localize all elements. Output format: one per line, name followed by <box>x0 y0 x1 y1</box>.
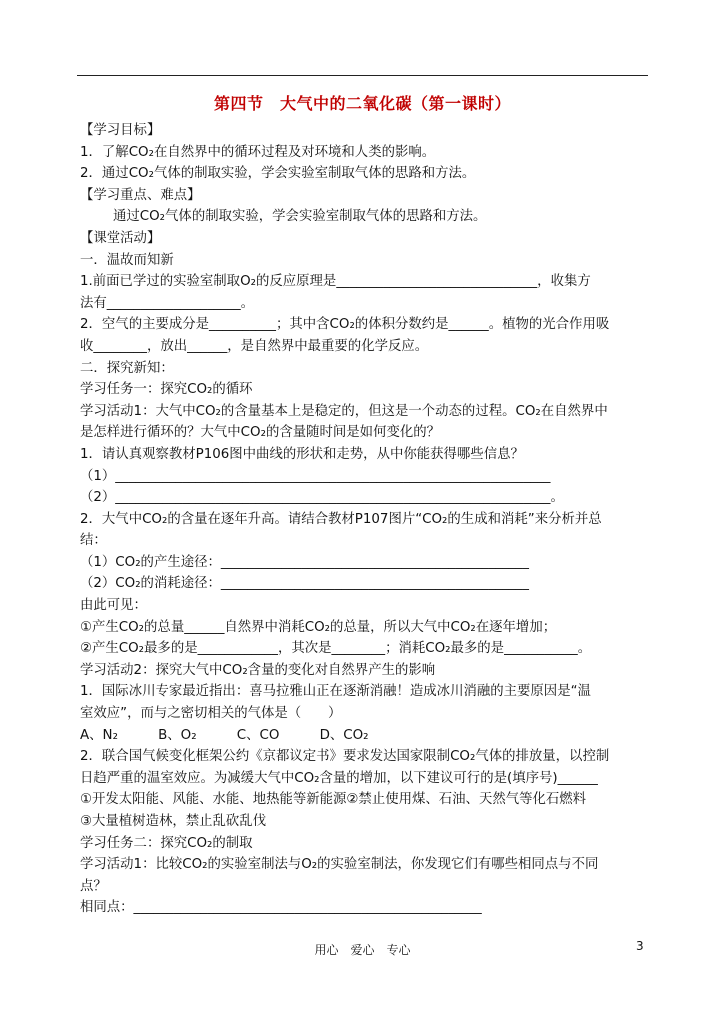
conclusion-intro: 由此可见： <box>80 598 147 614</box>
section-heading-objectives: 【学习目标】 <box>80 123 161 138</box>
page-number: 3 <box>636 939 644 953</box>
question-1-line-1: 1.前面已学过的实验室制取O₂的反应原理是______________________________，收集方 <box>80 274 591 290</box>
compare-question-line-1: 学习活动1：比较CO₂的实验室制法与O₂的实验室制法，你发现它们有哪些相同点与不同 <box>80 857 599 873</box>
worksheet-body <box>80 120 650 919</box>
section-heading-activities: 【课堂活动】 <box>80 230 161 246</box>
glacier-question-line-2: 室效应”，而与之密切相关的气体是（ ） <box>80 706 342 722</box>
question-2-line-1: 2．空气的主要成分是__________；其中含CO₂的体积分数约是______。植物的光合作用吸 <box>80 317 610 333</box>
consumption-route: （2）CO₂的消耗途径：______________________________________________ <box>80 576 529 592</box>
production-route: （1）CO₂的产生途径：______________________________________________ <box>80 554 529 570</box>
page-title: 第四节 大气中的二氧化碳（第一课时） <box>213 94 511 113</box>
kyoto-options-1: ①开发太阳能、风能、水能、地热能等新能源②禁止使用煤、石油、天然气等化石燃料 <box>80 792 587 808</box>
activity-1-line-1: 学习活动1：大气中CO₂的含量基本上是稳定的，但这是一个动态的过程。CO₂在自然界中 <box>80 403 608 419</box>
similarities-line: 相同点：____________________________________________________ <box>80 900 482 916</box>
kyoto-options-2: ③大量植树造林，禁止乱砍乱伐 <box>80 814 267 829</box>
glacier-options: A、N₂ B、O₂ C、CO D、CO₂ <box>80 727 369 743</box>
key-point-text: 通过CO₂气体的制取实验，学会实验室制取气体的思路和方法。 <box>113 209 487 225</box>
answer-line-1: （1）_________________________________________________________________ <box>80 468 551 484</box>
kyoto-question-line-2: 日趋严重的温室效应。为减缓大气中CO₂含量的增加，以下建议可行的是(填序号)______ <box>80 770 598 786</box>
task-two-heading: 学习任务二：探究CO₂的制取 <box>80 835 253 851</box>
answer-line-2: （2）_________________________________________________________________。 <box>80 490 564 506</box>
footer-motto: 用心 爱心 专心 <box>314 943 411 957</box>
question-1-line-2: 法有____________________。 <box>80 295 255 311</box>
header-rule <box>77 75 648 76</box>
observe-question: 1．请认真观察教材P106图中曲线的形状和走势，从中你能获得哪些信息？ <box>80 446 524 462</box>
compare-question-line-2: 点？ <box>80 878 107 894</box>
conclusion-2: ②产生CO₂最多的是____________，其次是________；消耗CO₂最多的是___________。 <box>80 641 592 657</box>
section-heading-key-points: 【学习重点、难点】 <box>80 187 201 203</box>
glacier-question-line-1: 1．国际冰川专家最近指出：喜马拉雅山正在逐渐消融！造成冰川消融的主要原因是“温 <box>80 684 591 700</box>
activity-1-line-2: 是怎样进行循环的？大气中CO₂的含量随时间是如何变化的？ <box>80 425 441 441</box>
activity-2-heading: 学习活动2：探究大气中CO₂含量的变化对自然界产生的影响 <box>80 662 436 678</box>
question-2-line-2: 收________，放出______，是自然界中最重要的化学反应。 <box>80 338 429 354</box>
objective-1: 1．了解CO₂在自然界中的循环过程及对环境和人类的影响。 <box>80 144 436 160</box>
analysis-question-line-1: 2．大气中CO₂的含量在逐年升高。请结合教材P107图片“CO₂的生成和消耗”来分析并总 <box>80 511 602 527</box>
kyoto-question-line-1: 2．联合国气候变化框架公约《京都议定书》要求发达国家限制CO₂气体的排放量，以控制 <box>80 749 610 765</box>
analysis-question-line-2: 结： <box>80 533 107 549</box>
conclusion-1: ①产生CO₂的总量______自然界中消耗CO₂的总量，所以大气中CO₂在逐年增加； <box>80 619 557 635</box>
objective-2: 2．通过CO₂气体的制取实验，学会实验室制取气体的思路和方法。 <box>80 166 476 182</box>
part-one-heading: 一．温故而知新 <box>80 252 174 268</box>
part-two-heading: 二．探究新知： <box>80 360 174 376</box>
task-one-heading: 学习任务一：探究CO₂的循环 <box>80 382 253 398</box>
